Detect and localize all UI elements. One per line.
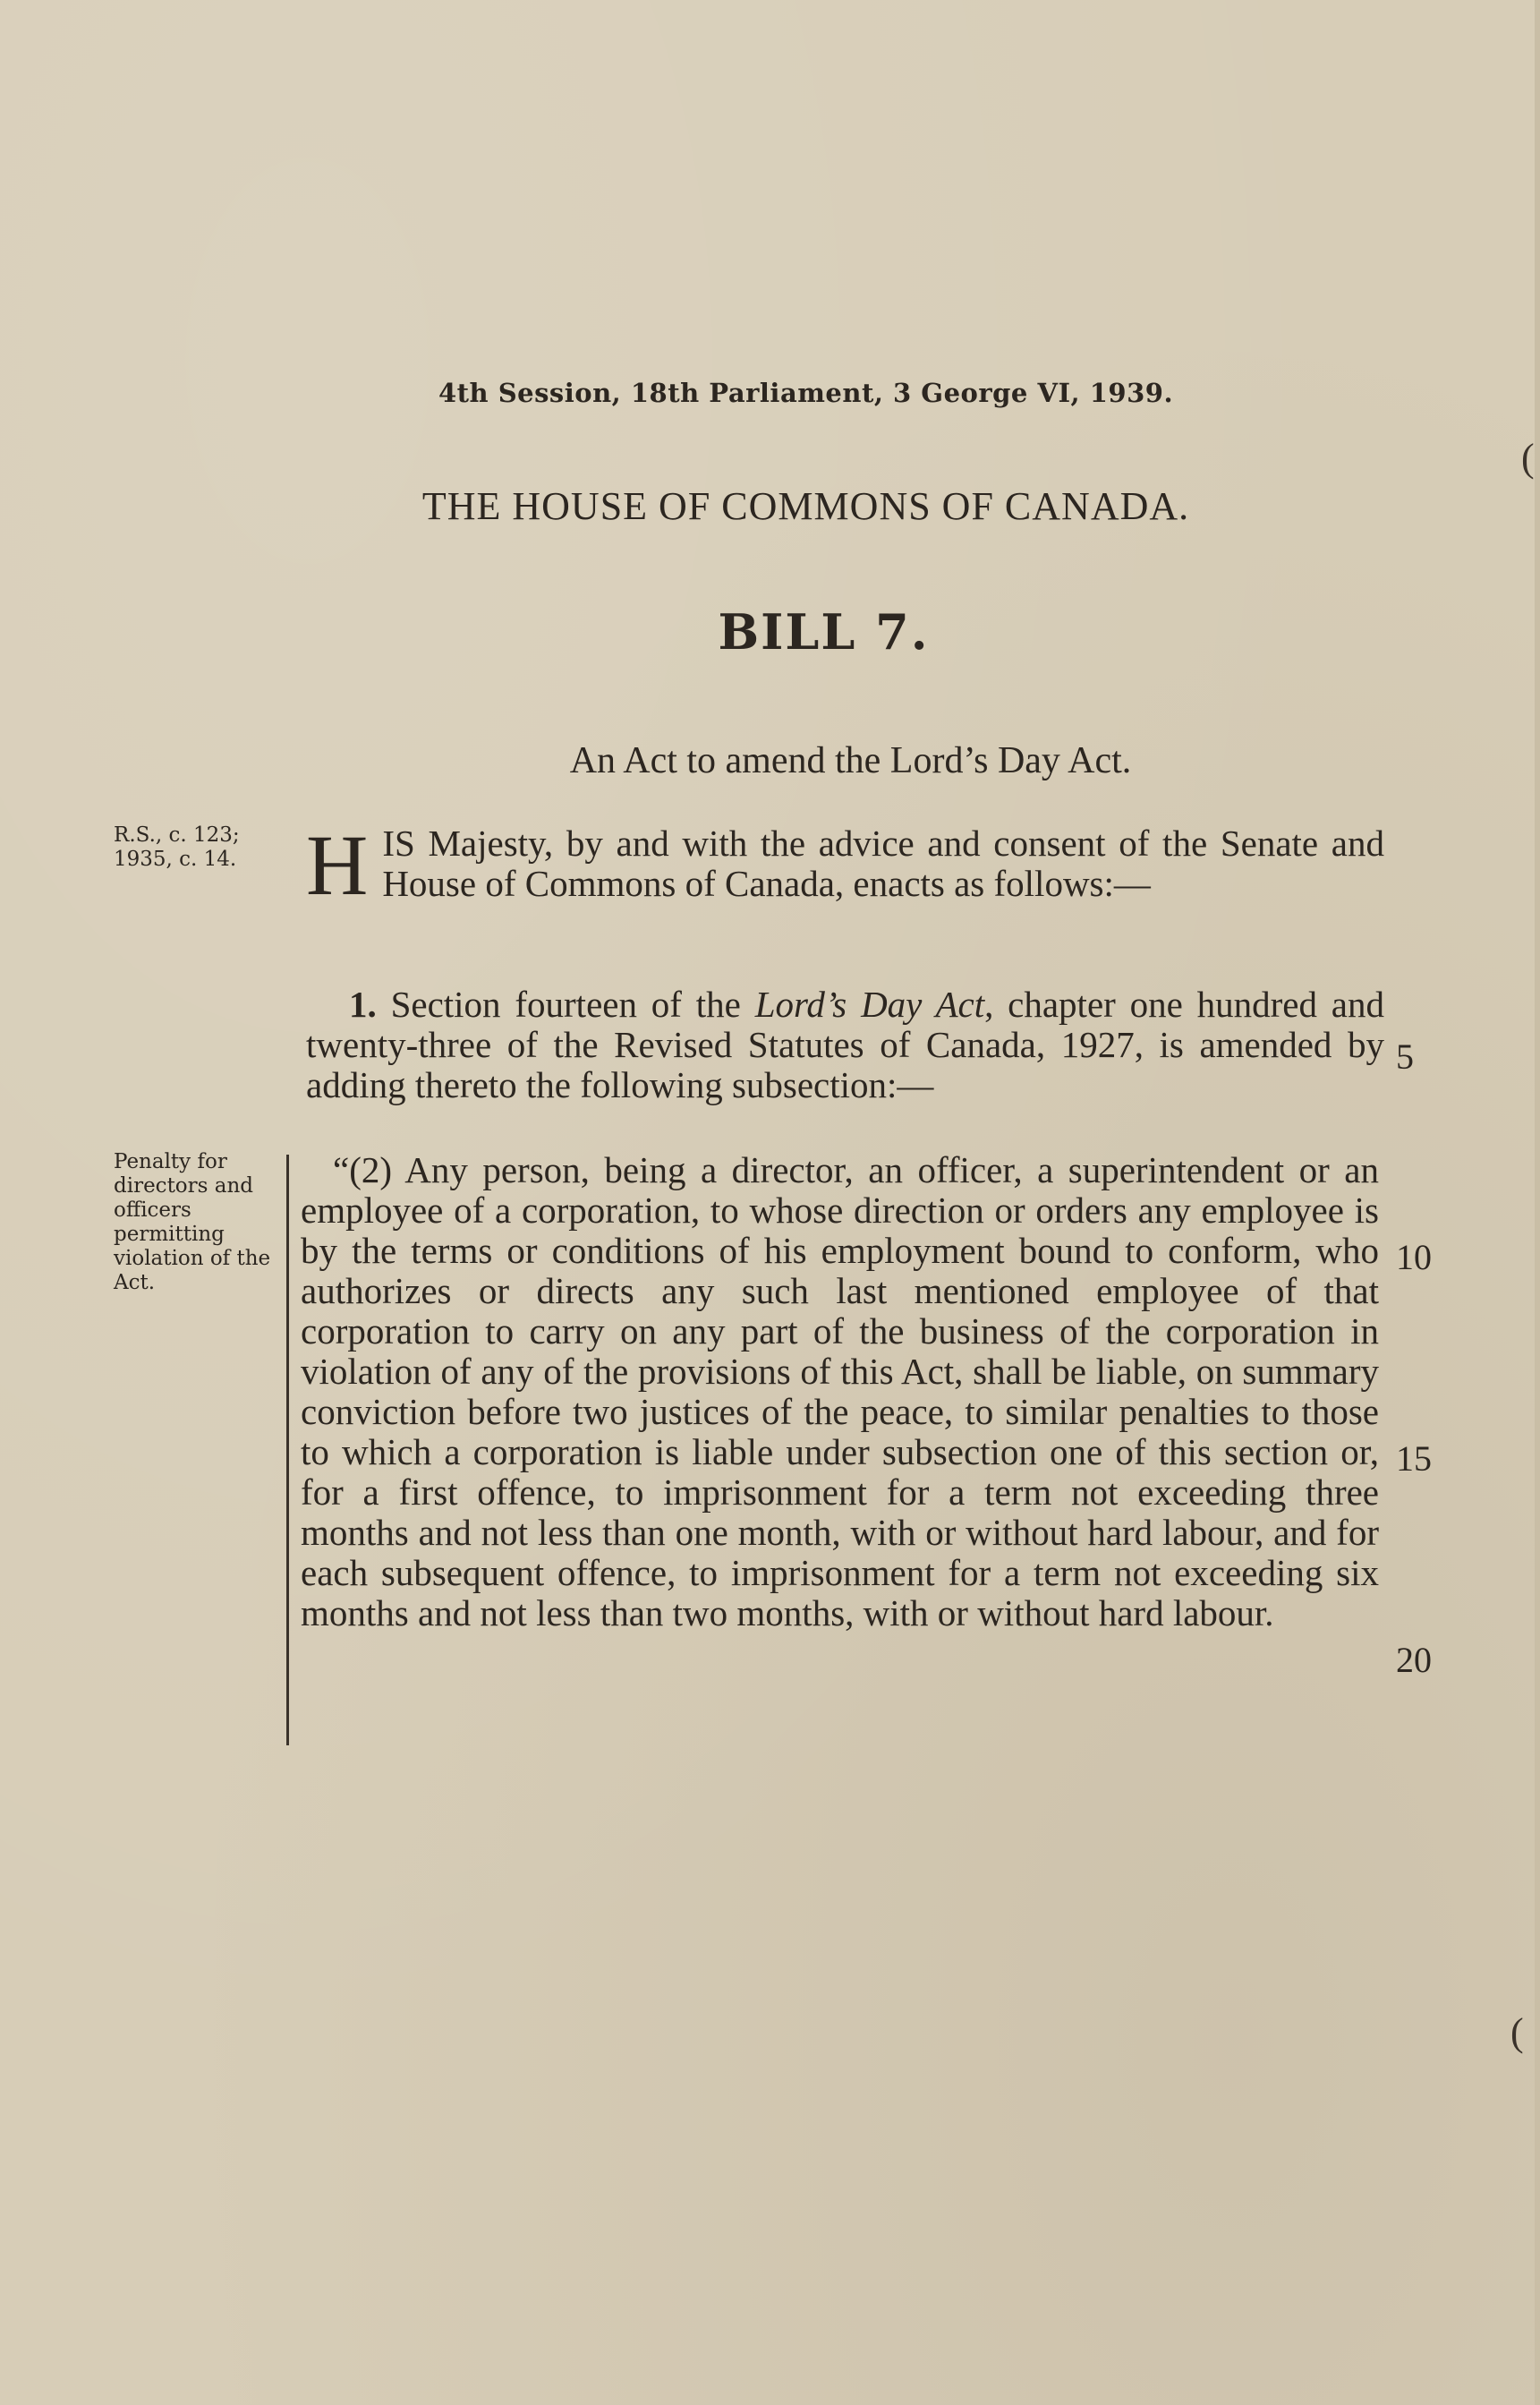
act-name: Lord’s Day Act	[754, 984, 985, 1025]
page-edge	[1535, 0, 1540, 2405]
session-line: 4th Session, 18th Parliament, 3 George VI, 1939.	[438, 378, 1174, 408]
enacting-clause	[306, 817, 1384, 913]
section-text-after: , chapter one hundred and twenty-three of the Revised Statutes of Canada, 1927, is amended by adding thereto the following subsection:—	[306, 984, 1385, 1105]
enacting-text: IS Majesty, by and with the advice and consent of the Senate and House of Commons of Canada, enacts as follows:—	[382, 823, 1384, 904]
binding-mark-top: (	[1521, 436, 1535, 480]
margin-rule	[286, 1155, 289, 1745]
line-number-10: 10	[1396, 1237, 1432, 1277]
section-number: 1.	[349, 984, 377, 1025]
line-number-20: 20	[1396, 1640, 1432, 1680]
subsection-2: “(2) Any person, being a director, an officer, a superintendent or an employee of a corporation, to whose direction or orders any employee is by the terms or conditions of his employment bound to conform, who authorizes or directs any such last mentioned employee of that corporation to carry on any part of the business of the corporation in violation of any of the provisions of this Act, shall be liable, on summary conviction before two justices of the peace, to similar penalties to those to which a corporation is liable under subsection one of this section or, for a first offence, to imprisonment for a term not exceeding three months and not less than one month, with or without hard labour, and for each subsequent offence, to imprisonment for a term not exceeding six months and not less than two months, with or without hard labour.	[301, 1149, 1379, 1633]
drop-cap: H	[306, 817, 369, 913]
binding-mark-bottom: (	[1510, 2010, 1524, 2054]
bill-number: BILL 7.	[718, 603, 930, 661]
line-number-5: 5	[1396, 1036, 1414, 1077]
margin-note-reference: R.S., c. 123; 1935, c. 14.	[114, 823, 240, 871]
margin-note-penalty: Penalty for directors and officers permitting violation of the Act.	[114, 1150, 271, 1294]
section-text-before: Section fourteen of the	[390, 984, 741, 1025]
house-title: THE HOUSE OF COMMONS OF CANADA.	[421, 484, 1190, 528]
section-1	[306, 985, 1384, 1105]
line-number-15: 15	[1396, 1438, 1432, 1479]
act-title: An Act to amend the Lord’s Day Act.	[569, 740, 1132, 781]
